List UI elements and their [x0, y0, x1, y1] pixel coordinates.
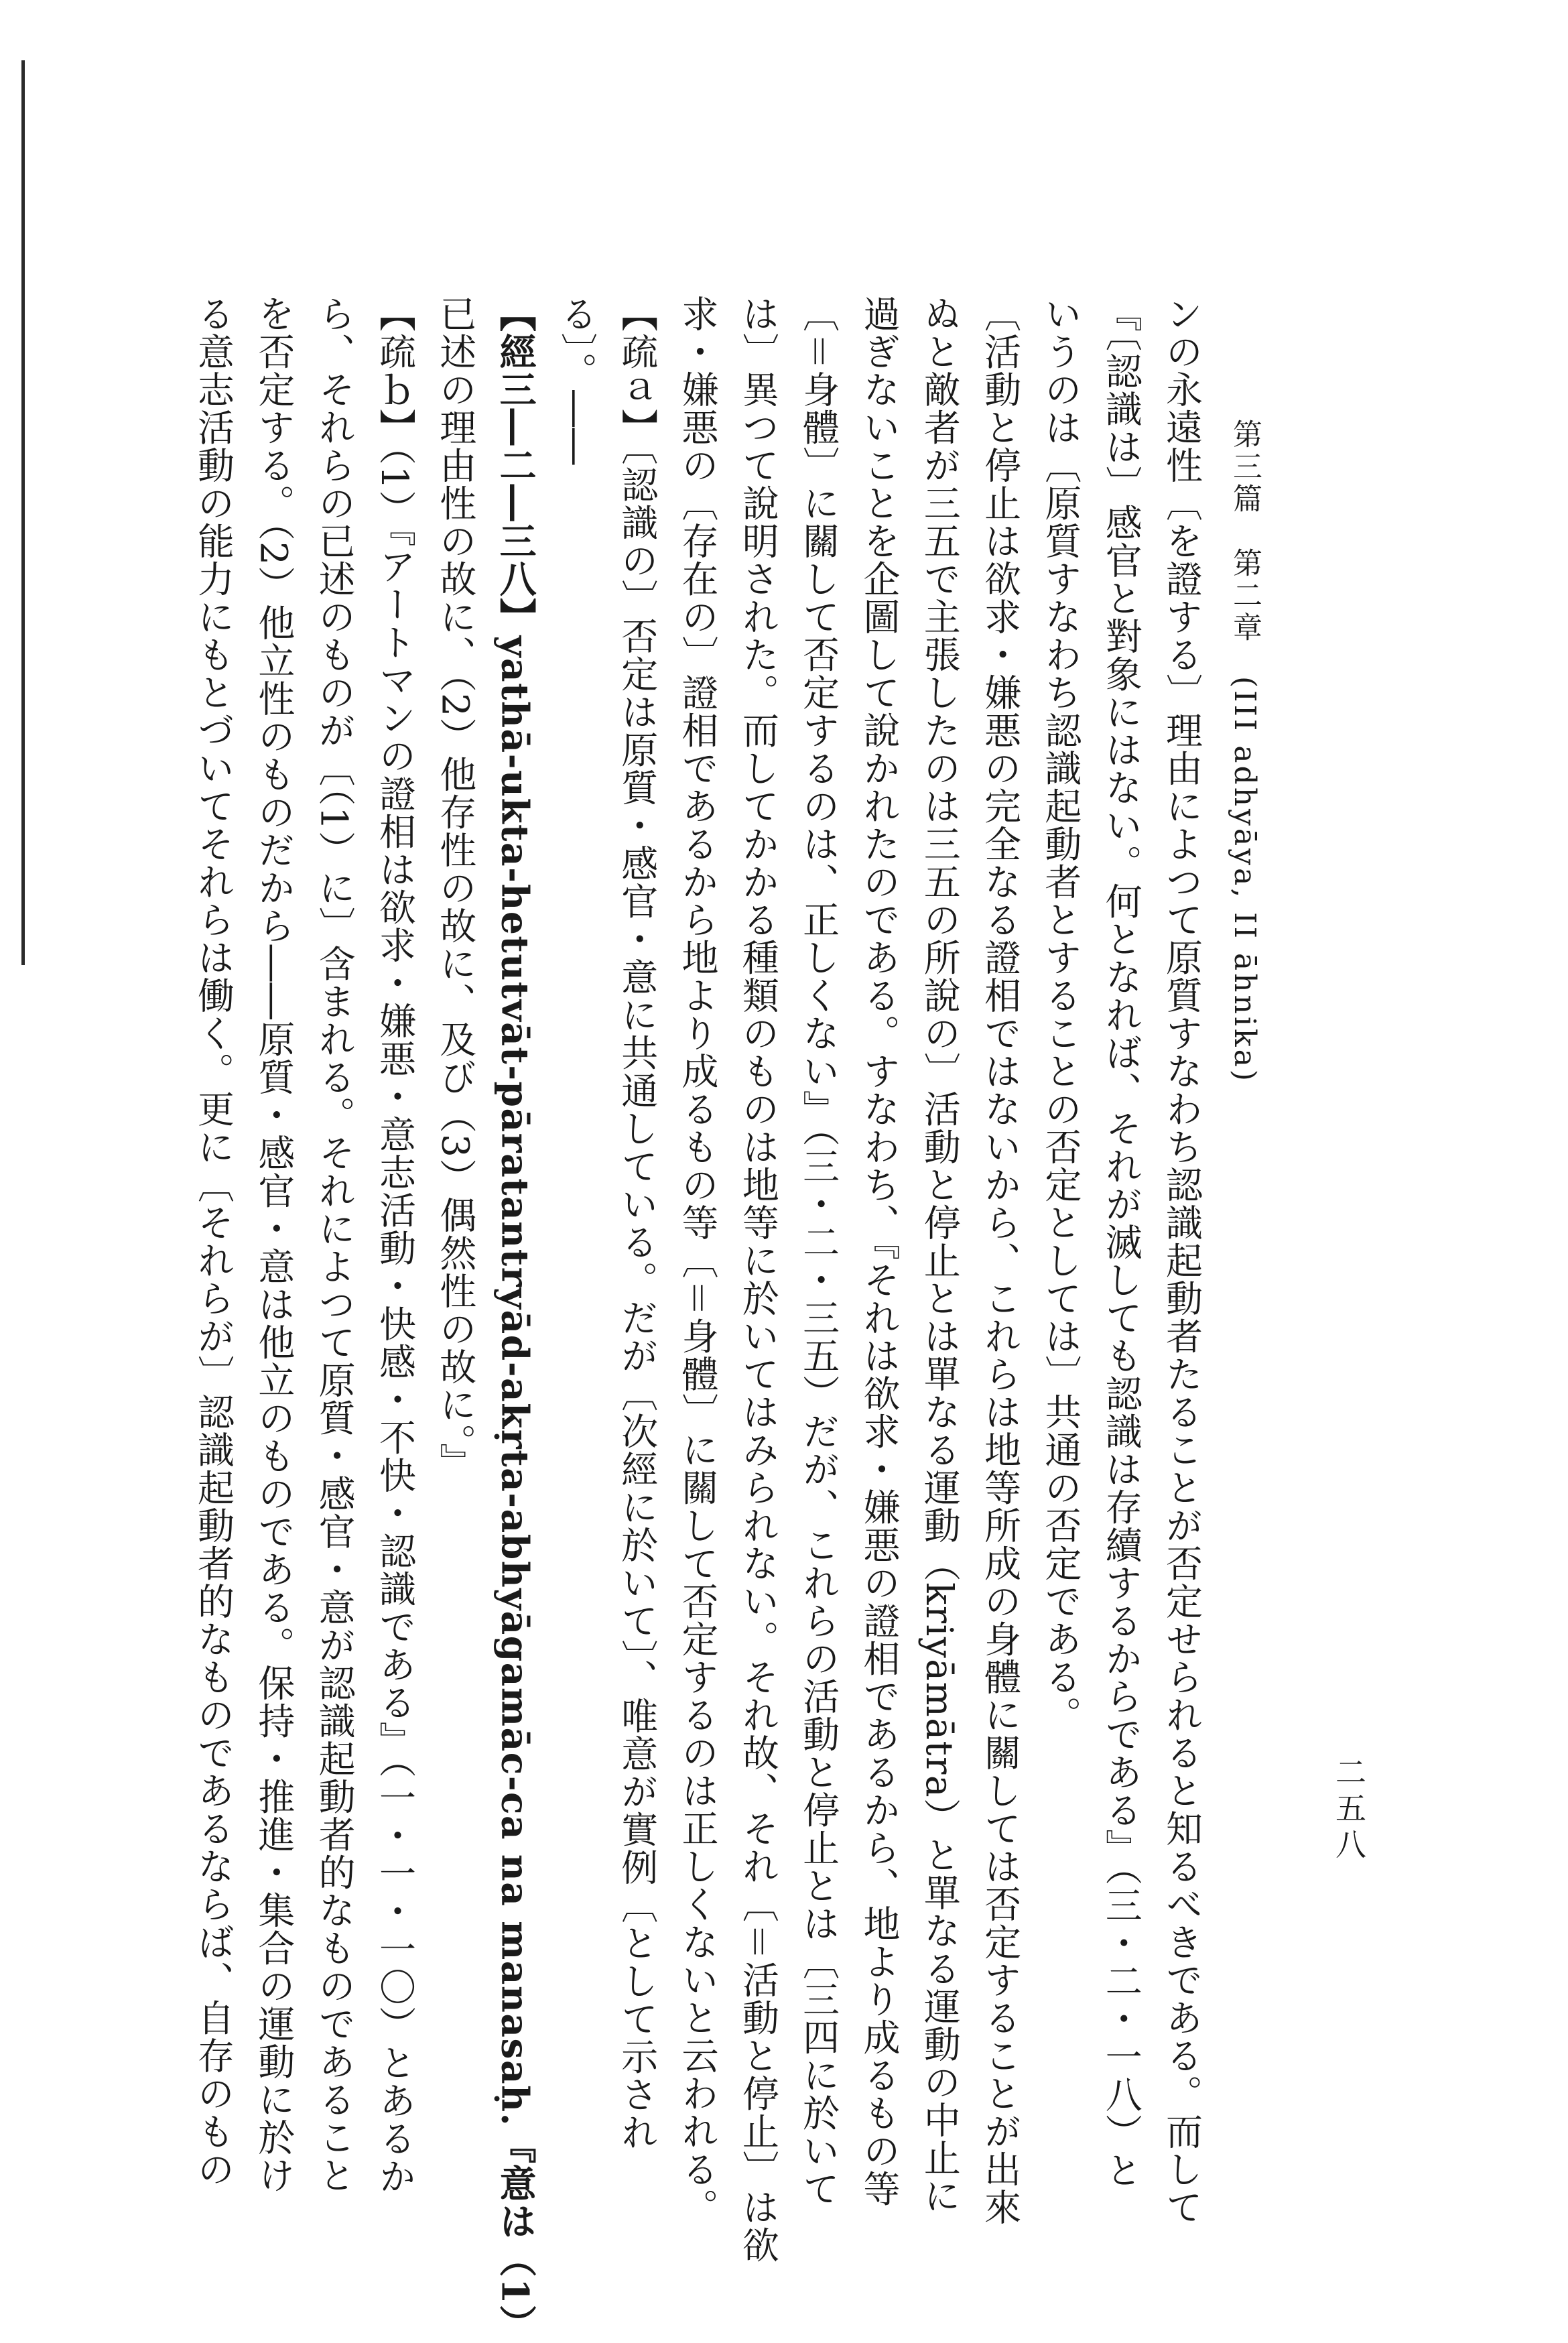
text-line: る意志活動の能力にもとづいてそれらは働く。更に〔それらが〕認識起動者的なものであるならば、自存のもの — [192, 295, 235, 2188]
commentary-b-line: 【疏ｂ】（1）『アートマンの證相は欲求・嫌悪・意志活動・快感・不快・認識である』（一・一・一〇）とあるか — [373, 295, 416, 2196]
commentary-a-line: 【疏ａ】〔認識の〕否定は原質・感官・意に共通している。だが〔次經に於いて〕、唯意が實例〔として示され — [615, 295, 659, 2151]
text-line: を否定する。（2）他立性のものだから――原質・感官・意は他立のものである。保持・推進・集合の運動に於け — [252, 295, 296, 2194]
text-line: ら、それらの已述のものが〔（1）に〕含まれる。それによつて原質・感官・意が認識起動者的なものであること — [312, 295, 356, 2194]
text-line: る〕。―― — [554, 295, 598, 466]
text-line: 〔＝身體〕に關して否定するのは、正しくない』（三・二・三五）だが、これらの活動と停止とは〔三四に於いて — [797, 295, 840, 2208]
text-line: 求・嫌悪の〔存在の〕證相であるから地より成るもの等〔＝身體〕に關して否定するのは正しくないと云われる。 — [675, 295, 719, 2226]
text-line: は〕異つて說明された。而してかかる種類のものは地等に於いてはみられない。それ故、それ〔＝活動と停止〕は欲 — [736, 295, 779, 2264]
body-text — [192, 295, 1203, 2343]
text-line: ンの永遠性〔を證する〕理由によつて原質すなわち認識起動者たることが否定せられると知るべきである。而して — [1160, 295, 1203, 2226]
sutra-heading-line: 【經三―二―三八】yathā-ukta-hetutvāt-pāratantryād-akṛta-abhyāgamāc-ca na manasaḥ.『意は（1） — [493, 295, 537, 2343]
text-line: いうのは〔原質すなわち認識起動者とすることの否定としては〕共通の否定である。 — [1039, 295, 1082, 1734]
binding-edge-line — [21, 60, 25, 965]
running-header: 第三篇 第二章 (III adhyāya, II āhnika) — [1228, 419, 1262, 1084]
page-number: 二五八 — [1331, 1756, 1367, 1864]
text-line: 已述の理由性の故に、（2）他存性の故に、及び（3）偶然性の故に。』 — [434, 295, 477, 1481]
text-line: 過ぎないことを企圖して說かれたのである。すなわち、『それは欲求・嫌悪の證相であるから、地より成るもの等 — [857, 295, 901, 2208]
text-line: 〔活動と停止は欲求・嫌悪の完全なる證相ではないから、これらは地等所成の身體に關しては否定することが出來 — [978, 295, 1022, 2226]
text-line: ぬと敵者が三五で主張したのは三五の所說の〕活動と停止とは單なる運動（kriyāmātra）と單なる運動の中止に — [917, 295, 961, 2215]
text-line: 『〔認識は〕感官と對象にはない。何となれば、それが滅しても認識は存續するからである』（三・二・一八）と — [1099, 295, 1142, 2190]
